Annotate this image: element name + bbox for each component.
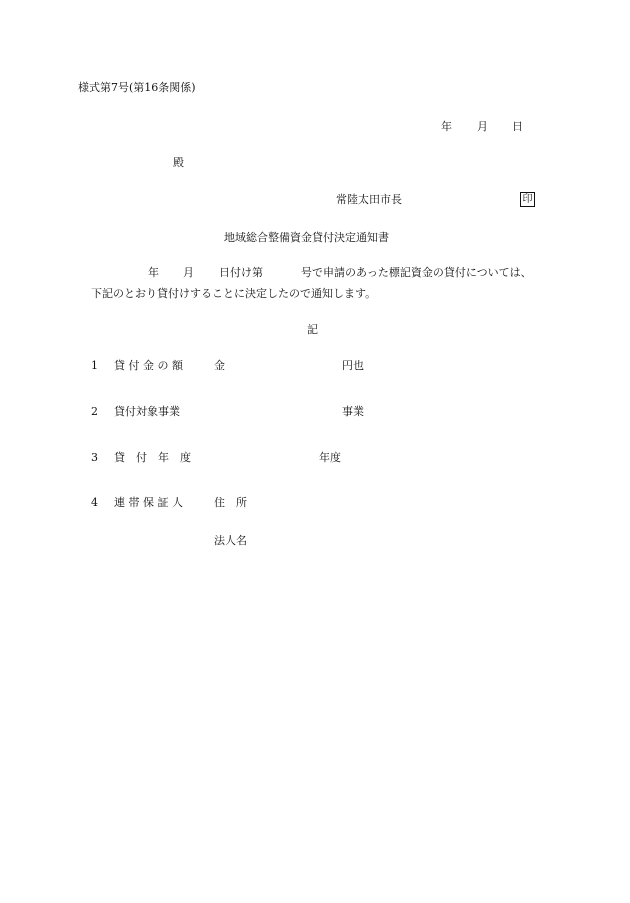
body-month: 月 xyxy=(183,266,194,279)
item-number: 2 xyxy=(91,405,98,418)
body-line2: 下記のとおり貸付けすることに決定したので通知します。 xyxy=(91,287,377,300)
item-number: 1 xyxy=(91,359,98,372)
item-number: 3 xyxy=(91,451,98,464)
form-number-label: 様式第7号(第16条関係) xyxy=(78,81,196,94)
item-number: 4 xyxy=(91,496,98,509)
ki-heading: 記 xyxy=(307,323,318,336)
date-year-label: 年 xyxy=(441,120,452,133)
item-sub-corp-name: 法人名 xyxy=(214,534,247,547)
body-dated-no: 日付け第 xyxy=(219,266,263,279)
issuer-name: 常陸太田市長 xyxy=(336,193,402,206)
item-prefix: 金 xyxy=(214,359,225,372)
addressee-suffix: 殿 xyxy=(173,156,184,169)
body-rest: 号で申請のあった標記資金の貸付については、 xyxy=(301,266,532,279)
document-title: 地域総合整備資金貸付決定通知書 xyxy=(224,231,389,244)
item-value-suffix: 事業 xyxy=(342,405,364,418)
item-value-suffix: 年度 xyxy=(319,451,341,464)
item-sub-address: 住 所 xyxy=(214,496,247,509)
date-month-label: 月 xyxy=(477,120,488,133)
seal-mark: 印 xyxy=(520,192,535,207)
item-label: 連 帯 保 証 人 xyxy=(114,496,183,509)
item-label: 貸 付 金 の 額 xyxy=(114,359,183,372)
item-label: 貸 付 年 度 xyxy=(114,451,191,464)
item-value-suffix: 円也 xyxy=(342,359,364,372)
date-day-label: 日 xyxy=(512,120,523,133)
item-label: 貸付対象事業 xyxy=(114,405,180,418)
body-year: 年 xyxy=(148,266,159,279)
